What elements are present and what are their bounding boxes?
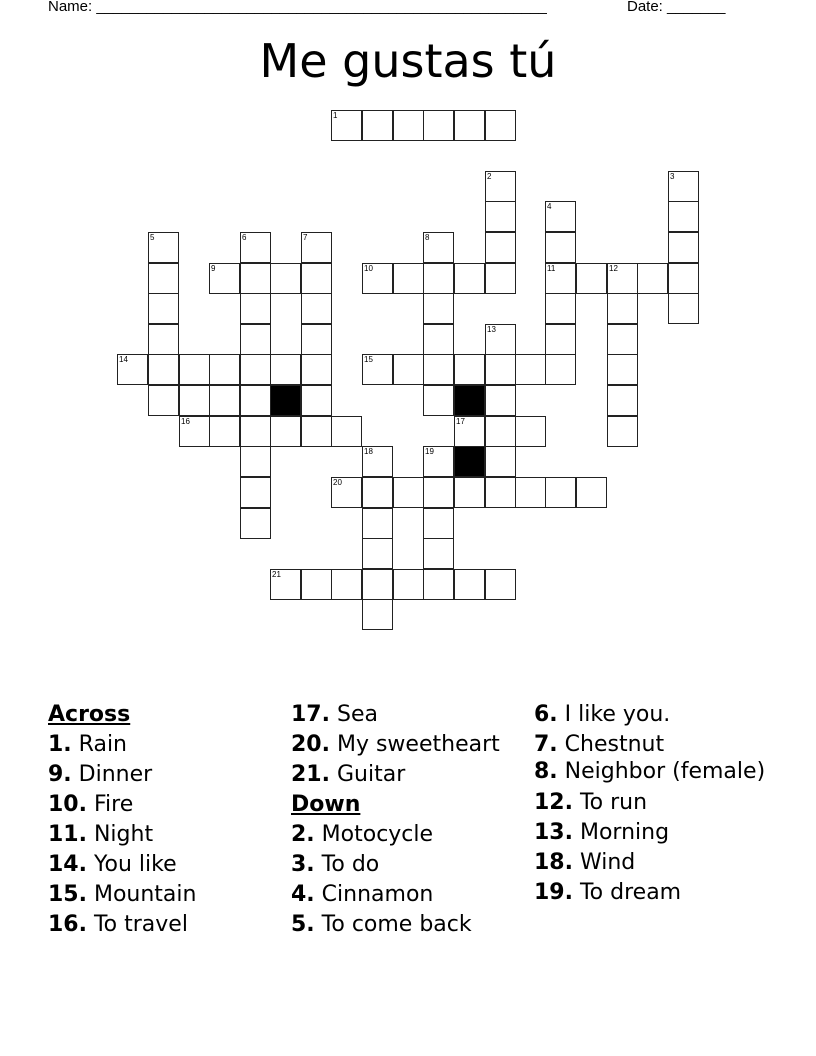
- grid-cell[interactable]: [668, 293, 699, 324]
- grid-cell[interactable]: [668, 263, 699, 294]
- grid-cell[interactable]: [362, 599, 393, 630]
- grid-cell[interactable]: [362, 263, 393, 294]
- grid-cell[interactable]: [393, 110, 424, 141]
- clue-num: 8.: [534, 759, 558, 784]
- grid-cell[interactable]: [393, 263, 424, 294]
- grid-cell[interactable]: [393, 477, 424, 508]
- clue-num: 1.: [48, 732, 72, 757]
- grid-cell[interactable]: [362, 477, 393, 508]
- clue-number: 11: [547, 264, 556, 273]
- grid-cell[interactable]: [362, 110, 393, 141]
- grid-cell[interactable]: [637, 263, 668, 294]
- clue-text: Guitar: [329, 762, 406, 787]
- grid-cell[interactable]: [545, 201, 576, 232]
- grid-cell[interactable]: [607, 324, 638, 355]
- clue-item: [48, 790, 278, 820]
- grid-cell[interactable]: [423, 354, 454, 385]
- clue-text: Motocycle: [314, 822, 434, 847]
- grid-cell[interactable]: [607, 354, 638, 385]
- grid-cell[interactable]: [423, 324, 454, 355]
- grid-cell[interactable]: [485, 263, 516, 294]
- grid-cell[interactable]: [362, 538, 393, 569]
- clue-item: [48, 730, 278, 760]
- clue-num: 6.: [534, 702, 558, 727]
- clue-text: My sweetheart: [329, 732, 500, 757]
- clue-item: [291, 820, 531, 850]
- grid-cell[interactable]: [240, 385, 271, 416]
- clue-number: 21: [272, 570, 281, 579]
- grid-cell[interactable]: [423, 385, 454, 416]
- grid-cell[interactable]: [301, 293, 332, 324]
- clue-text: Rain: [71, 732, 128, 757]
- black-cell: [454, 385, 485, 416]
- grid-cell[interactable]: [301, 416, 332, 447]
- grid-cell[interactable]: [209, 263, 240, 294]
- clue-text: You like: [86, 852, 177, 877]
- clue-item: [534, 730, 774, 760]
- clue-number: 10: [364, 264, 373, 273]
- clue-item: [534, 848, 774, 878]
- clue-num: 17.: [291, 702, 330, 727]
- clue-num: 7.: [534, 732, 558, 757]
- grid-cell[interactable]: [576, 263, 607, 294]
- grid-cell[interactable]: [331, 477, 362, 508]
- grid-cell[interactable]: [576, 477, 607, 508]
- clue-text: Fire: [86, 792, 134, 817]
- clue-num: 2.: [291, 822, 315, 847]
- grid-cell[interactable]: [240, 263, 271, 294]
- grid-cell[interactable]: [240, 446, 271, 477]
- grid-cell[interactable]: [607, 385, 638, 416]
- grid-cell[interactable]: [668, 232, 699, 263]
- clue-number: 9: [211, 264, 216, 273]
- clue-text: Neighbor (female): [557, 759, 766, 784]
- grid-cell[interactable]: [668, 201, 699, 232]
- grid-cell[interactable]: [485, 232, 516, 263]
- clue-num: 19.: [534, 880, 573, 905]
- clue-num: 5.: [291, 912, 315, 937]
- grid-cell[interactable]: [179, 385, 210, 416]
- clue-text: Sea: [329, 702, 378, 727]
- grid-cell[interactable]: [209, 416, 240, 447]
- grid-cell[interactable]: [148, 324, 179, 355]
- grid-cell[interactable]: [270, 354, 301, 385]
- grid-cell[interactable]: [331, 569, 362, 600]
- puzzle-title: Me gustas tú: [259, 34, 557, 88]
- grid-cell[interactable]: [240, 354, 271, 385]
- grid-cell[interactable]: [454, 569, 485, 600]
- grid-cell[interactable]: [301, 324, 332, 355]
- grid-cell[interactable]: [545, 324, 576, 355]
- clue-num: 18.: [534, 850, 573, 875]
- grid-cell[interactable]: [485, 569, 516, 600]
- grid-cell[interactable]: [270, 569, 301, 600]
- clue-num: 14.: [48, 852, 87, 877]
- grid-cell[interactable]: [454, 416, 485, 447]
- grid-cell[interactable]: [607, 263, 638, 294]
- grid-cell[interactable]: [209, 354, 240, 385]
- clue-text: Mountain: [86, 882, 197, 907]
- grid-cell[interactable]: [423, 263, 454, 294]
- clue-number: 5: [150, 233, 155, 242]
- grid-cell[interactable]: [485, 477, 516, 508]
- grid-cell[interactable]: [485, 354, 516, 385]
- grid-cell[interactable]: [668, 171, 699, 202]
- clue-item: [534, 700, 774, 730]
- clue-number: 20: [333, 478, 342, 487]
- clue-num: 12.: [534, 790, 573, 815]
- grid-cell[interactable]: [454, 263, 485, 294]
- clue-number: 14: [119, 355, 128, 364]
- clue-number: 1: [333, 111, 338, 120]
- grid-cell[interactable]: [393, 354, 424, 385]
- clue-num: 21.: [291, 762, 330, 787]
- grid-cell[interactable]: [240, 293, 271, 324]
- clue-item: [534, 818, 774, 848]
- clue-text: Dinner: [71, 762, 153, 787]
- grid-cell[interactable]: [423, 446, 454, 477]
- grid-cell[interactable]: [545, 263, 576, 294]
- grid-cell[interactable]: [485, 201, 516, 232]
- grid-cell[interactable]: [148, 354, 179, 385]
- grid-cell[interactable]: [423, 293, 454, 324]
- clue-item: [48, 820, 278, 850]
- clue-item: [48, 880, 278, 910]
- clue-text: To travel: [86, 912, 188, 937]
- grid-cell[interactable]: [485, 446, 516, 477]
- clue-item: [291, 700, 531, 730]
- clue-item: [48, 910, 278, 940]
- clue-number: 7: [303, 233, 308, 242]
- grid-cell[interactable]: [362, 508, 393, 539]
- clue-number: 13: [487, 325, 496, 334]
- grid-cell[interactable]: [301, 385, 332, 416]
- grid-cell[interactable]: [485, 110, 516, 141]
- clue-number: 2: [487, 172, 492, 181]
- clue-num: 16.: [48, 912, 87, 937]
- grid-cell[interactable]: [485, 385, 516, 416]
- clue-item: [48, 850, 278, 880]
- grid-cell[interactable]: [179, 354, 210, 385]
- grid-cell[interactable]: [301, 263, 332, 294]
- black-cell: [454, 446, 485, 477]
- grid-cell[interactable]: [240, 508, 271, 539]
- clue-item: [291, 910, 531, 940]
- clue-heading-down: Down: [291, 792, 361, 817]
- clue-number: 19: [425, 447, 434, 456]
- clue-item: [291, 760, 531, 790]
- grid-cell[interactable]: [148, 293, 179, 324]
- clue-text: I like you.: [557, 702, 671, 727]
- grid-cell[interactable]: [117, 354, 148, 385]
- grid-cell[interactable]: [331, 110, 362, 141]
- clue-number: 8: [425, 233, 430, 242]
- grid-cell[interactable]: [362, 354, 393, 385]
- clue-text: Chestnut: [557, 732, 665, 757]
- grid-cell[interactable]: [485, 324, 516, 355]
- grid-cell[interactable]: [331, 416, 362, 447]
- clue-number: 18: [364, 447, 373, 456]
- grid-cell[interactable]: [270, 263, 301, 294]
- clue-item: [534, 760, 774, 788]
- clue-number: 12: [609, 264, 618, 273]
- grid-cell[interactable]: [515, 477, 546, 508]
- grid-cell[interactable]: [240, 232, 271, 263]
- clue-column-1: [48, 700, 278, 940]
- grid-cell[interactable]: [423, 538, 454, 569]
- clue-text: Cinnamon: [314, 882, 434, 907]
- clue-item: [534, 878, 774, 908]
- grid-cell[interactable]: [240, 477, 271, 508]
- clue-number: 17: [456, 417, 465, 426]
- grid-cell[interactable]: [485, 171, 516, 202]
- clue-text: Night: [86, 822, 154, 847]
- grid-cell[interactable]: [515, 416, 546, 447]
- grid-cell[interactable]: [545, 477, 576, 508]
- grid-cell[interactable]: [454, 477, 485, 508]
- clue-number: 6: [242, 233, 247, 242]
- clue-column-3: [534, 700, 774, 908]
- clue-num: 10.: [48, 792, 87, 817]
- grid-cell[interactable]: [545, 354, 576, 385]
- grid-cell[interactable]: [423, 508, 454, 539]
- grid-cell[interactable]: [301, 569, 332, 600]
- clue-text: Wind: [572, 850, 636, 875]
- grid-cell[interactable]: [240, 324, 271, 355]
- grid-cell[interactable]: [362, 569, 393, 600]
- grid-cell[interactable]: [607, 416, 638, 447]
- grid-cell[interactable]: [423, 477, 454, 508]
- grid-cell[interactable]: [148, 232, 179, 263]
- clue-item: [534, 788, 774, 818]
- grid-cell[interactable]: [393, 569, 424, 600]
- clue-column-2: [291, 700, 531, 940]
- grid-cell[interactable]: [270, 416, 301, 447]
- grid-cell[interactable]: [362, 446, 393, 477]
- grid-cell[interactable]: [454, 354, 485, 385]
- grid-cell[interactable]: [515, 354, 546, 385]
- clue-text: To run: [572, 790, 648, 815]
- clue-num: 9.: [48, 762, 72, 787]
- clue-number: 16: [181, 417, 190, 426]
- clue-text: Morning: [572, 820, 670, 845]
- grid-cell[interactable]: [423, 110, 454, 141]
- clue-num: 13.: [534, 820, 573, 845]
- clue-number: 15: [364, 355, 373, 364]
- grid-cell[interactable]: [240, 416, 271, 447]
- clue-item: [291, 880, 531, 910]
- grid-cell[interactable]: [607, 293, 638, 324]
- grid-cell[interactable]: [454, 110, 485, 141]
- grid-cell[interactable]: [301, 232, 332, 263]
- clue-text: To dream: [572, 880, 682, 905]
- grid-cell[interactable]: [485, 416, 516, 447]
- grid-cell[interactable]: [545, 293, 576, 324]
- clue-num: 11.: [48, 822, 87, 847]
- grid-cell[interactable]: [148, 385, 179, 416]
- grid-cell[interactable]: [423, 232, 454, 263]
- clue-text: To do: [314, 852, 380, 877]
- clue-heading-across: Across: [48, 702, 131, 727]
- grid-cell[interactable]: [179, 416, 210, 447]
- name-field[interactable]: Name: ______________________________________________________: [48, 0, 547, 15]
- clue-num: 20.: [291, 732, 330, 757]
- clue-item: [48, 760, 278, 790]
- clue-num: 15.: [48, 882, 87, 907]
- grid-cell[interactable]: [148, 263, 179, 294]
- grid-cell[interactable]: [423, 569, 454, 600]
- date-field[interactable]: Date: _______: [627, 0, 726, 15]
- clue-item: [291, 730, 531, 760]
- clue-item: [291, 850, 531, 880]
- clue-text: To come back: [314, 912, 472, 937]
- clue-number: 4: [547, 202, 552, 211]
- grid-cell[interactable]: [545, 232, 576, 263]
- grid-cell[interactable]: [209, 385, 240, 416]
- clue-num: 3.: [291, 852, 315, 877]
- black-cell: [270, 385, 301, 416]
- grid-cell[interactable]: [301, 354, 332, 385]
- clue-num: 4.: [291, 882, 315, 907]
- clue-number: 3: [670, 172, 675, 181]
